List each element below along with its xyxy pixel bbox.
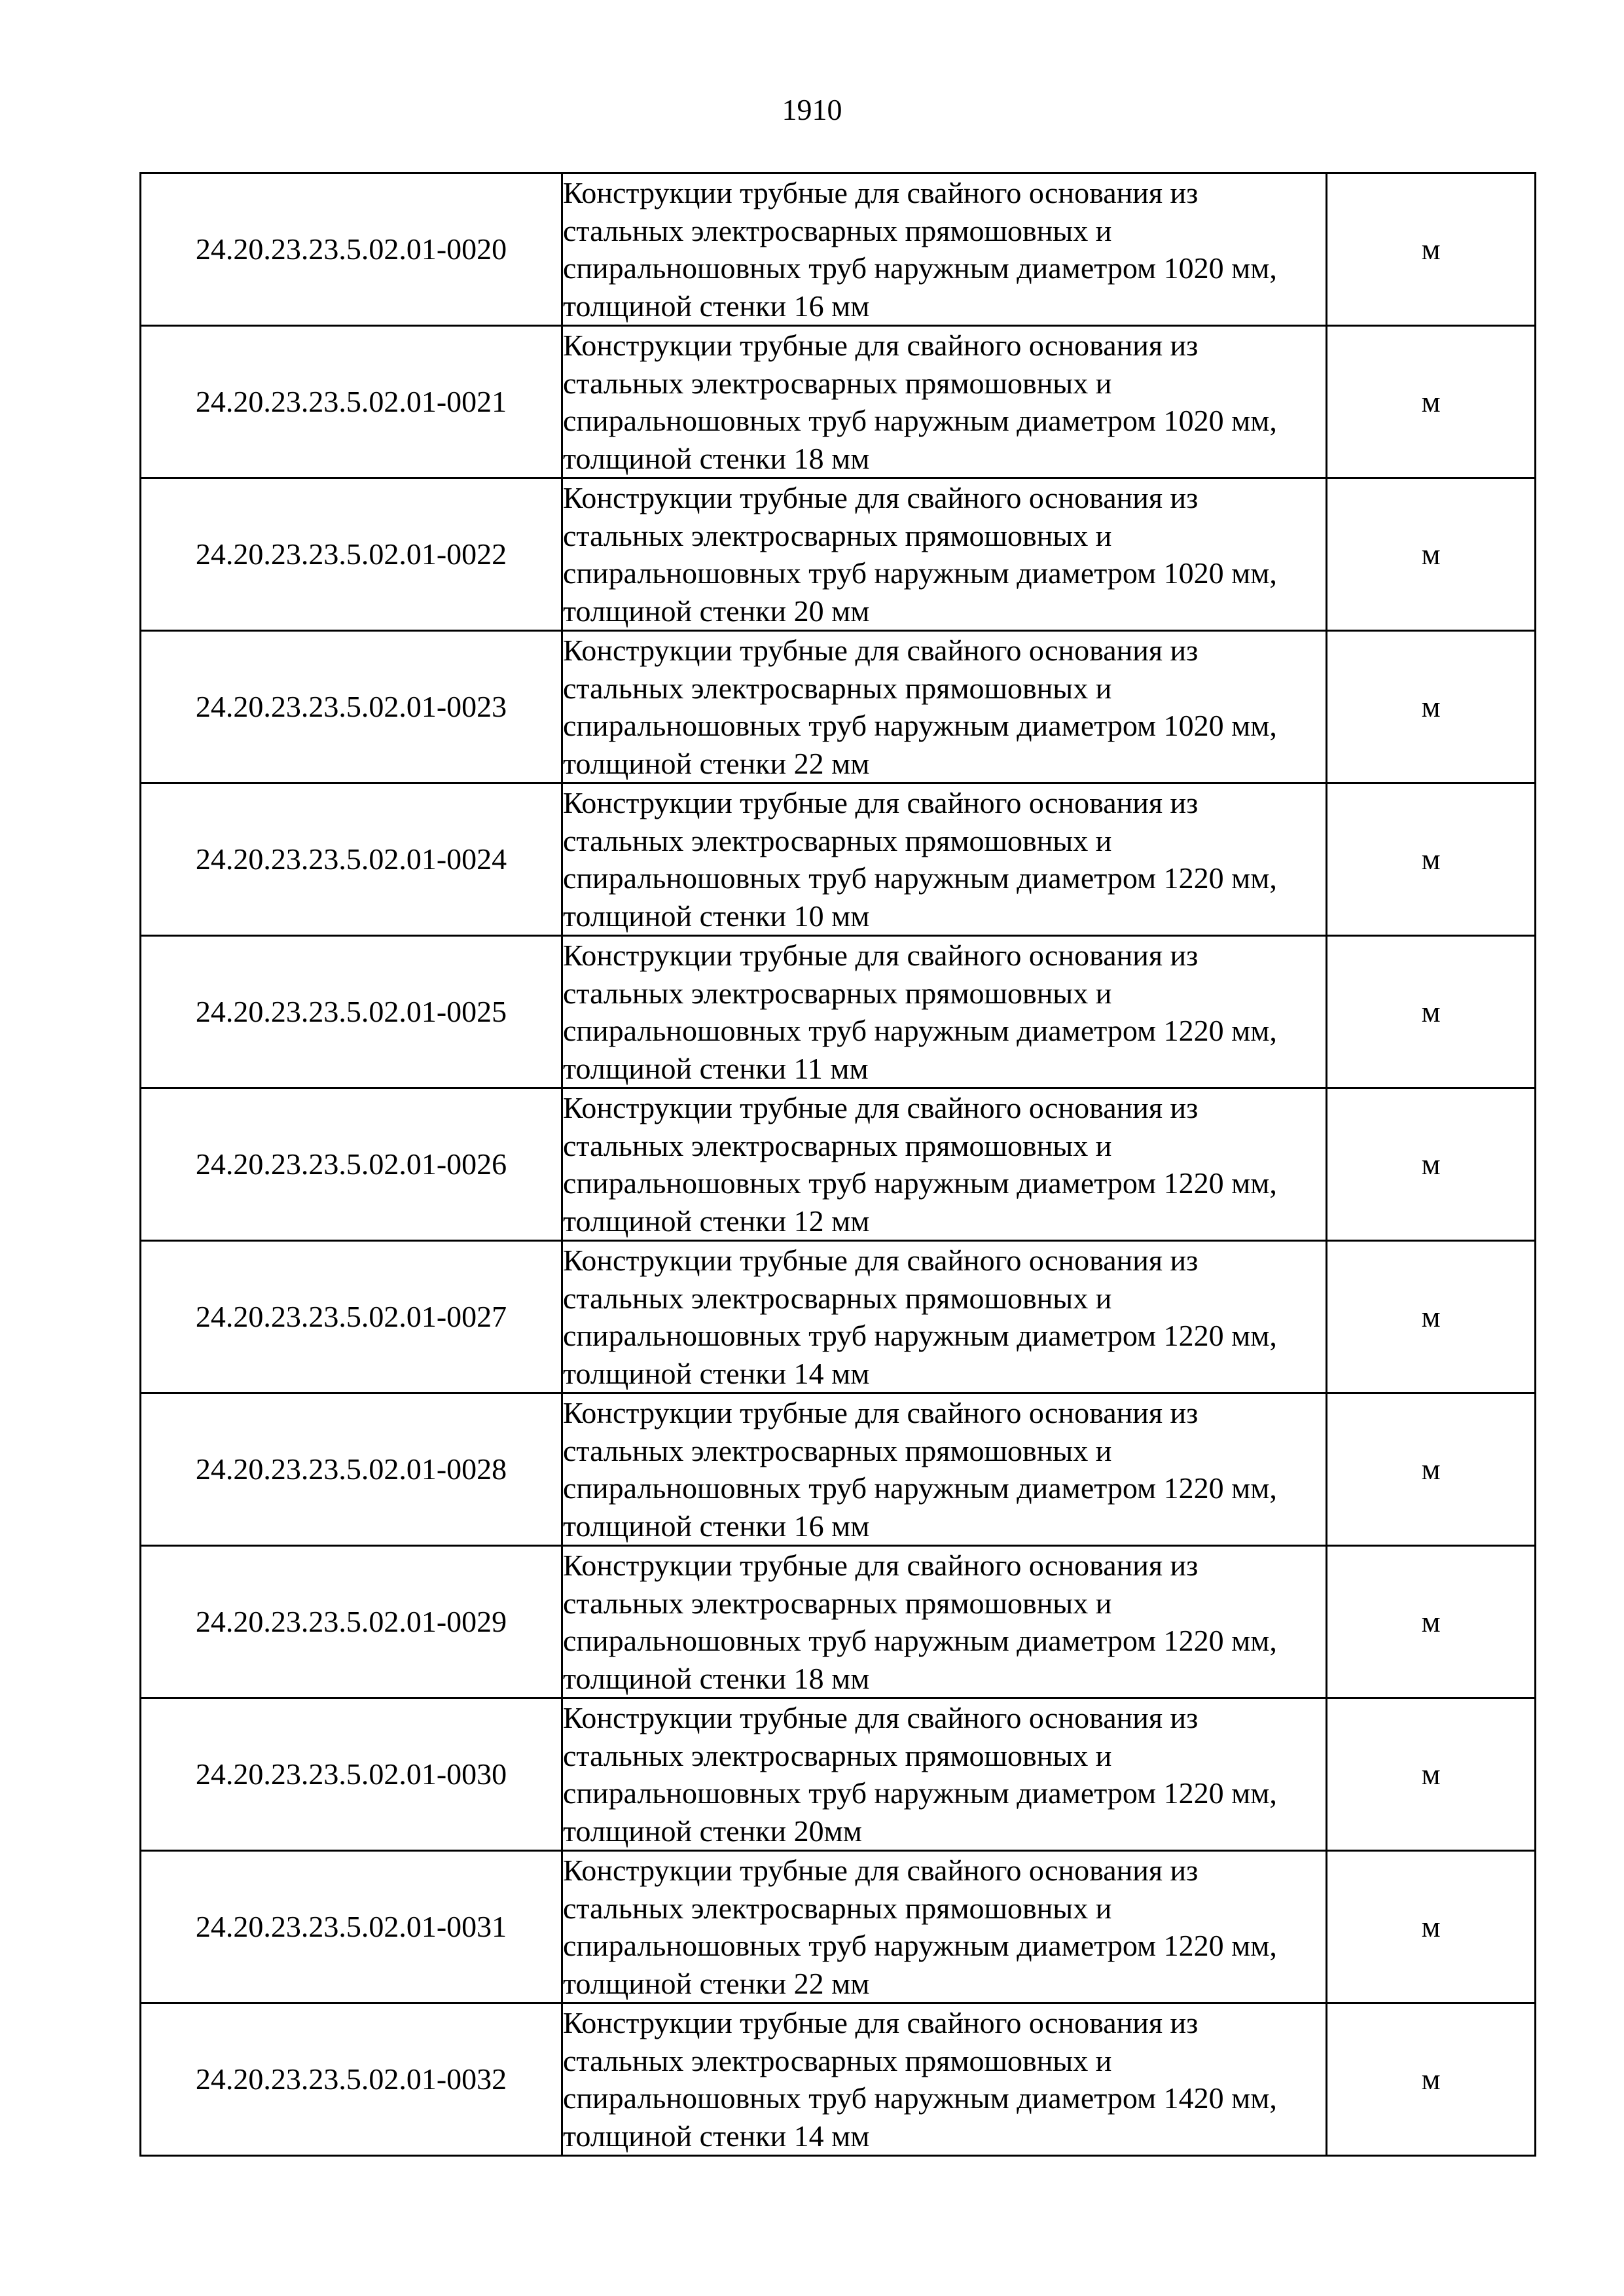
resource-code: 24.20.23.23.5.02.01-0021 (141, 326, 562, 478)
measure-unit: м (1327, 1546, 1536, 1698)
resource-code: 24.20.23.23.5.02.01-0024 (141, 783, 562, 936)
measure-unit: м (1327, 1851, 1536, 2003)
resource-code: 24.20.23.23.5.02.01-0027 (141, 1241, 562, 1393)
table-row (141, 478, 1536, 631)
resource-code: 24.20.23.23.5.02.01-0022 (141, 478, 562, 631)
table-row (141, 1241, 1536, 1393)
measure-unit: м (1327, 2003, 1536, 2156)
resource-description: Конструкции трубные для свайного основания из стальных электросварных прямошовных и спиральношовных труб наружным диаметром 1420 мм, толщиной стенки 14 мм (562, 2003, 1327, 2156)
resource-description: Конструкции трубные для свайного основания из стальных электросварных прямошовных и спиральношовных труб наружным диаметром 1020 мм, толщиной стенки 22 мм (562, 631, 1327, 783)
measure-unit: м (1327, 783, 1536, 936)
table-row (141, 631, 1536, 783)
resource-code: 24.20.23.23.5.02.01-0032 (141, 2003, 562, 2156)
table-row (141, 173, 1536, 326)
catalog-table (139, 172, 1536, 2157)
measure-unit: м (1327, 1241, 1536, 1393)
table-row (141, 1698, 1536, 1851)
table-row (141, 1393, 1536, 1546)
resource-description: Конструкции трубные для свайного основания из стальных электросварных прямошовных и спиральношовных труб наружным диаметром 1220 мм, толщиной стенки 10 мм (562, 783, 1327, 936)
resource-code: 24.20.23.23.5.02.01-0029 (141, 1546, 562, 1698)
table-row (141, 326, 1536, 478)
resource-description: Конструкции трубные для свайного основания из стальных электросварных прямошовных и спиральношовных труб наружным диаметром 1220 мм, толщиной стенки 20мм (562, 1698, 1327, 1851)
measure-unit: м (1327, 326, 1536, 478)
resource-description: Конструкции трубные для свайного основания из стальных электросварных прямошовных и спиральношовных труб наружным диаметром 1220 мм, толщиной стенки 18 мм (562, 1546, 1327, 1698)
catalog-table-body (141, 173, 1536, 2156)
measure-unit: м (1327, 1393, 1536, 1546)
measure-unit: м (1327, 1088, 1536, 1241)
resource-code: 24.20.23.23.5.02.01-0031 (141, 1851, 562, 2003)
resource-code: 24.20.23.23.5.02.01-0028 (141, 1393, 562, 1546)
table-row (141, 1851, 1536, 2003)
resource-description: Конструкции трубные для свайного основания из стальных электросварных прямошовных и спиральношовных труб наружным диаметром 1220 мм, толщиной стенки 12 мм (562, 1088, 1327, 1241)
resource-description: Конструкции трубные для свайного основания из стальных электросварных прямошовных и спиральношовных труб наружным диаметром 1020 мм, толщиной стенки 16 мм (562, 173, 1327, 326)
resource-code: 24.20.23.23.5.02.01-0025 (141, 936, 562, 1088)
resource-description: Конструкции трубные для свайного основания из стальных электросварных прямошовных и спиральношовных труб наружным диаметром 1220 мм, толщиной стенки 22 мм (562, 1851, 1327, 2003)
resource-code: 24.20.23.23.5.02.01-0023 (141, 631, 562, 783)
resource-description: Конструкции трубные для свайного основания из стальных электросварных прямошовных и спиральношовных труб наружным диаметром 1220 мм, толщиной стенки 14 мм (562, 1241, 1327, 1393)
measure-unit: м (1327, 936, 1536, 1088)
resource-description: Конструкции трубные для свайного основания из стальных электросварных прямошовных и спиральношовных труб наружным диаметром 1220 мм, толщиной стенки 11 мм (562, 936, 1327, 1088)
resource-code: 24.20.23.23.5.02.01-0030 (141, 1698, 562, 1851)
page-number: 1910 (782, 93, 842, 126)
resource-description: Конструкции трубные для свайного основания из стальных электросварных прямошовных и спиральношовных труб наружным диаметром 1020 мм, толщиной стенки 18 мм (562, 326, 1327, 478)
measure-unit: м (1327, 173, 1536, 326)
table-row (141, 2003, 1536, 2156)
resource-code: 24.20.23.23.5.02.01-0026 (141, 1088, 562, 1241)
table-row (141, 936, 1536, 1088)
resource-description: Конструкции трубные для свайного основания из стальных электросварных прямошовных и спиральношовных труб наружным диаметром 1020 мм, толщиной стенки 20 мм (562, 478, 1327, 631)
measure-unit: м (1327, 478, 1536, 631)
measure-unit: м (1327, 1698, 1536, 1851)
table-row (141, 783, 1536, 936)
table-row (141, 1088, 1536, 1241)
resource-code: 24.20.23.23.5.02.01-0020 (141, 173, 562, 326)
measure-unit: м (1327, 631, 1536, 783)
resource-description: Конструкции трубные для свайного основания из стальных электросварных прямошовных и спиральношовных труб наружным диаметром 1220 мм, толщиной стенки 16 мм (562, 1393, 1327, 1546)
table-row (141, 1546, 1536, 1698)
